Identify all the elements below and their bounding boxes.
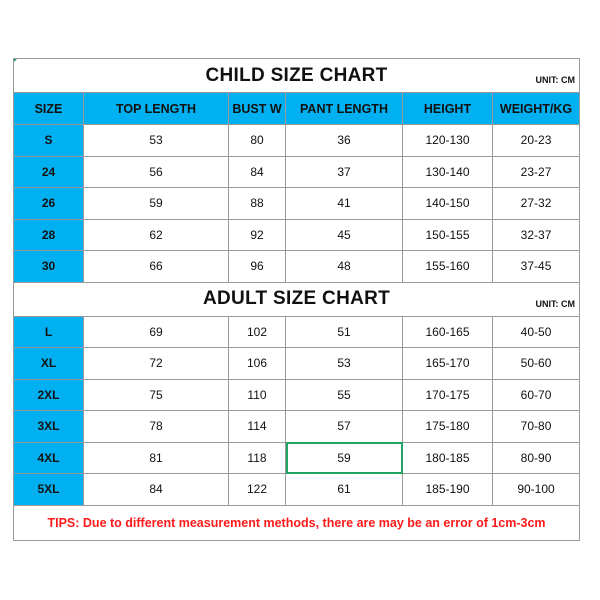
- child-weight-kg-cell[interactable]: 32-37: [493, 219, 580, 251]
- child-pant-length-cell[interactable]: 37: [286, 156, 403, 188]
- table-row: [14, 348, 580, 380]
- tips-text[interactable]: TIPS: Due to different measurement methods, there are may be an error of 1cm-3cm: [14, 505, 580, 540]
- child-bust-w-cell[interactable]: 80: [229, 125, 286, 157]
- child-height-cell[interactable]: 155-160: [403, 251, 493, 283]
- adult-top-length-cell[interactable]: 84: [84, 474, 229, 506]
- child-size-cell[interactable]: S: [14, 125, 84, 157]
- adult-weight-kg-cell[interactable]: 40-50: [493, 316, 580, 348]
- child-size-cell[interactable]: 24: [14, 156, 84, 188]
- child-top-length-cell[interactable]: 62: [84, 219, 229, 251]
- child-pant-length-cell[interactable]: 48: [286, 251, 403, 283]
- adult-bust-w-cell[interactable]: 110: [229, 379, 286, 411]
- adult-height-cell[interactable]: 170-175: [403, 379, 493, 411]
- adult-weight-kg-cell[interactable]: 70-80: [493, 411, 580, 443]
- child-pant-length-cell[interactable]: 45: [286, 219, 403, 251]
- adult-size-cell[interactable]: L: [14, 316, 84, 348]
- child-size-cell[interactable]: 28: [14, 219, 84, 251]
- adult-height-cell[interactable]: 175-180: [403, 411, 493, 443]
- adult-top-length-cell[interactable]: 81: [84, 442, 229, 474]
- adult-pant-length-cell[interactable]: 51: [286, 316, 403, 348]
- child-bust-w-cell[interactable]: 84: [229, 156, 286, 188]
- adult-unit-label: UNIT: CM: [535, 298, 576, 309]
- adult-height-cell[interactable]: 185-190: [403, 474, 493, 506]
- table-row: [14, 379, 580, 411]
- adult-title-cell[interactable]: [14, 282, 580, 316]
- child-title-cell[interactable]: [14, 59, 580, 93]
- header-weight-kg[interactable]: WEIGHT/KG: [493, 93, 580, 125]
- adult-size-cell[interactable]: 3XL: [14, 411, 84, 443]
- adult-top-length-cell[interactable]: 69: [84, 316, 229, 348]
- child-size-cell[interactable]: 26: [14, 188, 84, 220]
- child-chart-title: CHILD SIZE CHART: [205, 64, 388, 86]
- adult-top-length-cell[interactable]: 75: [84, 379, 229, 411]
- adult-bust-w-cell[interactable]: 102: [229, 316, 286, 348]
- table-row: [14, 442, 580, 474]
- child-unit-label: UNIT: CM: [535, 75, 576, 85]
- child-size-cell[interactable]: 30: [14, 251, 84, 283]
- tips-row: [14, 505, 580, 540]
- adult-height-cell[interactable]: 160-165: [403, 316, 493, 348]
- child-top-length-cell[interactable]: 66: [84, 251, 229, 283]
- child-height-cell[interactable]: 140-150: [403, 188, 493, 220]
- child-bust-w-cell[interactable]: 88: [229, 188, 286, 220]
- adult-pant-length-cell[interactable]: 59: [286, 442, 403, 474]
- table-row: [14, 125, 580, 157]
- adult-height-cell[interactable]: 180-185: [403, 442, 493, 474]
- adult-size-cell[interactable]: 2XL: [14, 379, 84, 411]
- size-chart-sheet: [13, 58, 579, 541]
- header-top-length[interactable]: TOP LENGTH: [84, 93, 229, 125]
- adult-pant-length-cell[interactable]: 55: [286, 379, 403, 411]
- adult-height-cell[interactable]: 165-170: [403, 348, 493, 380]
- table-row: [14, 316, 580, 348]
- table-row: [14, 188, 580, 220]
- adult-weight-kg-cell[interactable]: 90-100: [493, 474, 580, 506]
- adult-top-length-cell[interactable]: 72: [84, 348, 229, 380]
- table-row: [14, 474, 580, 506]
- adult-bust-w-cell[interactable]: 114: [229, 411, 286, 443]
- adult-chart-title: ADULT SIZE CHART: [203, 288, 391, 309]
- child-top-length-cell[interactable]: 59: [84, 188, 229, 220]
- header-height[interactable]: HEIGHT: [403, 93, 493, 125]
- child-top-length-cell[interactable]: 56: [84, 156, 229, 188]
- child-weight-kg-cell[interactable]: 37-45: [493, 251, 580, 283]
- child-weight-kg-cell[interactable]: 27-32: [493, 188, 580, 220]
- child-weight-kg-cell[interactable]: 23-27: [493, 156, 580, 188]
- adult-weight-kg-cell[interactable]: 60-70: [493, 379, 580, 411]
- adult-pant-length-cell[interactable]: 61: [286, 474, 403, 506]
- adult-pant-length-cell[interactable]: 57: [286, 411, 403, 443]
- header-pant-length[interactable]: PANT LENGTH: [286, 93, 403, 125]
- adult-title-row: [14, 282, 580, 316]
- child-weight-kg-cell[interactable]: 20-23: [493, 125, 580, 157]
- header-size[interactable]: SIZE: [14, 93, 84, 125]
- adult-size-cell[interactable]: 5XL: [14, 474, 84, 506]
- table-row: [14, 251, 580, 283]
- adult-bust-w-cell[interactable]: 106: [229, 348, 286, 380]
- adult-bust-w-cell[interactable]: 118: [229, 442, 286, 474]
- size-chart-table: [13, 58, 580, 541]
- adult-weight-kg-cell[interactable]: 80-90: [493, 442, 580, 474]
- table-row: [14, 411, 580, 443]
- table-row: [14, 219, 580, 251]
- child-height-cell[interactable]: 120-130: [403, 125, 493, 157]
- adult-pant-length-cell[interactable]: 53: [286, 348, 403, 380]
- child-height-cell[interactable]: 150-155: [403, 219, 493, 251]
- header-row: [14, 93, 580, 125]
- header-bust-w[interactable]: BUST W: [229, 93, 286, 125]
- child-pant-length-cell[interactable]: 36: [286, 125, 403, 157]
- adult-top-length-cell[interactable]: 78: [84, 411, 229, 443]
- adult-size-cell[interactable]: XL: [14, 348, 84, 380]
- child-height-cell[interactable]: 130-140: [403, 156, 493, 188]
- child-bust-w-cell[interactable]: 92: [229, 219, 286, 251]
- adult-weight-kg-cell[interactable]: 50-60: [493, 348, 580, 380]
- child-pant-length-cell[interactable]: 41: [286, 188, 403, 220]
- child-bust-w-cell[interactable]: 96: [229, 251, 286, 283]
- child-title-row: [14, 59, 580, 93]
- adult-bust-w-cell[interactable]: 122: [229, 474, 286, 506]
- adult-size-cell[interactable]: 4XL: [14, 442, 84, 474]
- table-row: [14, 156, 580, 188]
- child-top-length-cell[interactable]: 53: [84, 125, 229, 157]
